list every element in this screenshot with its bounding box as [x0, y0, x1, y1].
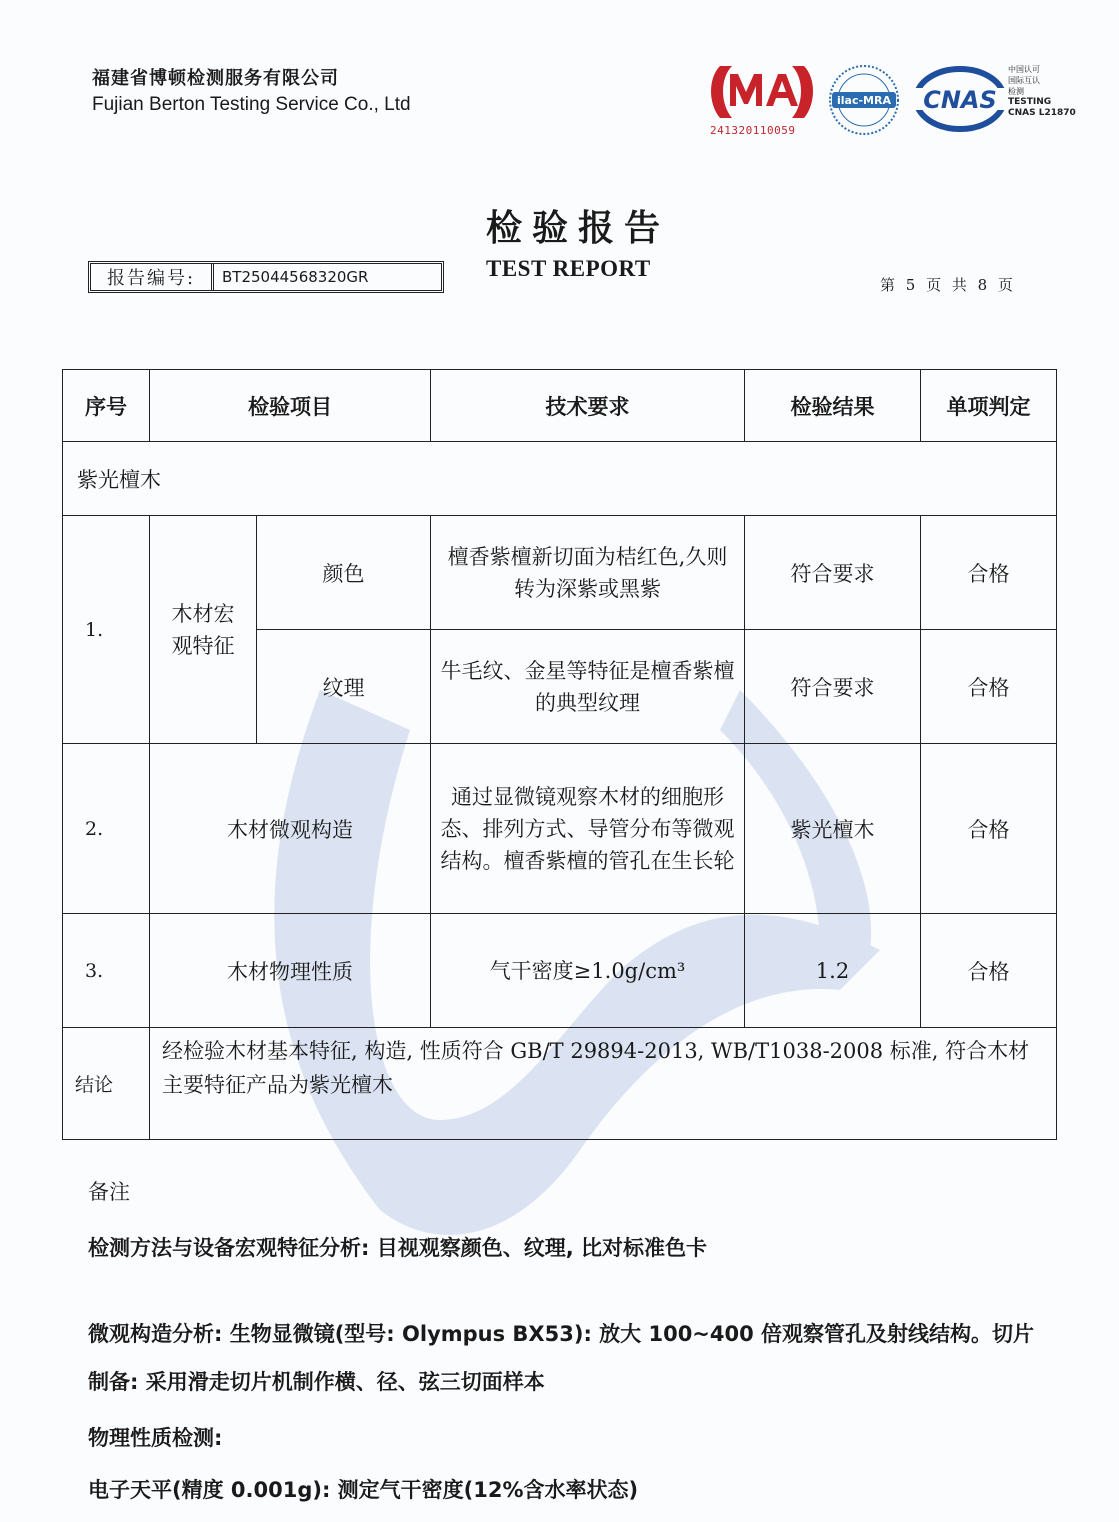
table-row [63, 516, 1057, 630]
row-requirement: 檀香紫檀新切面为桔红色,久则转为深紫或黑紫 [431, 516, 745, 630]
report-title-cn: 检验报告 [486, 208, 671, 249]
col-header-result: 检验结果 [745, 370, 921, 442]
row-subitem: 颜色 [257, 516, 431, 630]
sample-row [63, 442, 1057, 516]
row-result: 符合要求 [745, 516, 921, 630]
row-number: 1. [63, 516, 150, 744]
remarks-physical-heading: 物理性质检测: [88, 1426, 223, 1450]
company-name-cn: 福建省博顿检测服务有限公司 [92, 68, 339, 89]
remarks-heading: 备注 [88, 1180, 130, 1204]
row-item: 木材微观构造 [150, 744, 431, 914]
row-judgement: 合格 [921, 744, 1057, 914]
report-number-box [88, 261, 444, 293]
conclusion-row [63, 1028, 1057, 1140]
col-header-requirement: 技术要求 [431, 370, 745, 442]
row-number: 3. [63, 914, 150, 1028]
row-judgement: 合格 [921, 630, 1057, 744]
conclusion-label: 结论 [63, 1028, 150, 1140]
sample-name: 紫光檀木 [63, 442, 1057, 516]
page-info: 第 5 页 共 8 页 [880, 276, 1016, 294]
company-name-en: Fujian Berton Testing Service Co., Ltd [92, 94, 411, 115]
remarks-method-micro: 微观构造分析: 生物显微镜(型号: Olympus BX53): 放大 100~400 倍观察管孔及射线结构。切片制备: 采用滑走切片机制作横、径、弦三切面样本 [88, 1322, 1035, 1394]
cnas-logo-icon [912, 64, 1008, 134]
ilac-mra-logo-icon [826, 62, 902, 138]
svg-text:CNAS: CNAS [923, 86, 997, 114]
row-judgement: 合格 [921, 914, 1057, 1028]
report-number-value: BT25044568320GR [222, 268, 369, 286]
svg-text:ilac-MRA: ilac-MRA [837, 94, 891, 107]
row-result: 1.2 [745, 914, 921, 1028]
report-number-label: 报告编号: [91, 264, 214, 290]
row-result: 紫光檀木 [745, 744, 921, 914]
row-item: 木材物理性质 [150, 914, 431, 1028]
row-requirement: 气干密度≥1.0g/cm³ [431, 914, 745, 1028]
remarks-balance: 电子天平(精度 0.001g): 测定气干密度(12%含水率状态) [88, 1478, 639, 1502]
col-header-no: 序号 [63, 370, 150, 442]
row-result: 符合要求 [745, 630, 921, 744]
cma-code: 241320110059 [710, 124, 796, 137]
col-header-item: 检验项目 [150, 370, 431, 442]
table-row [63, 914, 1057, 1028]
row-judgement: 合格 [921, 516, 1057, 630]
col-header-judgement: 单项判定 [921, 370, 1057, 442]
table-header-row [63, 370, 1057, 442]
row-requirement: 牛毛纹、金星等特征是檀香紫檀的典型纹理 [431, 630, 745, 744]
certification-logos [706, 58, 1086, 142]
table-row [63, 744, 1057, 914]
results-table [62, 369, 1057, 1140]
row-subitem: 纹理 [257, 630, 431, 744]
row-number: 2. [63, 744, 150, 914]
company-header [92, 64, 411, 116]
conclusion-text: 经检验木材基本特征, 构造, 性质符合 GB/T 29894-2013, WB/T1038-2008 标准, 符合木材主要特征产品为紫光檀木 [150, 1028, 1057, 1140]
remarks-method-macro: 检测方法与设备宏观特征分析: 目视观察颜色、纹理, 比对标准色卡 [88, 1236, 707, 1260]
report-title-en: TEST REPORT [486, 256, 651, 281]
row-requirement: 通过显微镜观察木材的细胞形态、排列方式、导管分布等微观结构。檀香紫檀的管孔在生长轮 [431, 744, 745, 914]
row-item: 木材宏观特征 [150, 516, 257, 744]
cnas-accreditation-text: 中国认可 国际互认 检测 TESTING CNAS L21870 [1008, 65, 1076, 118]
